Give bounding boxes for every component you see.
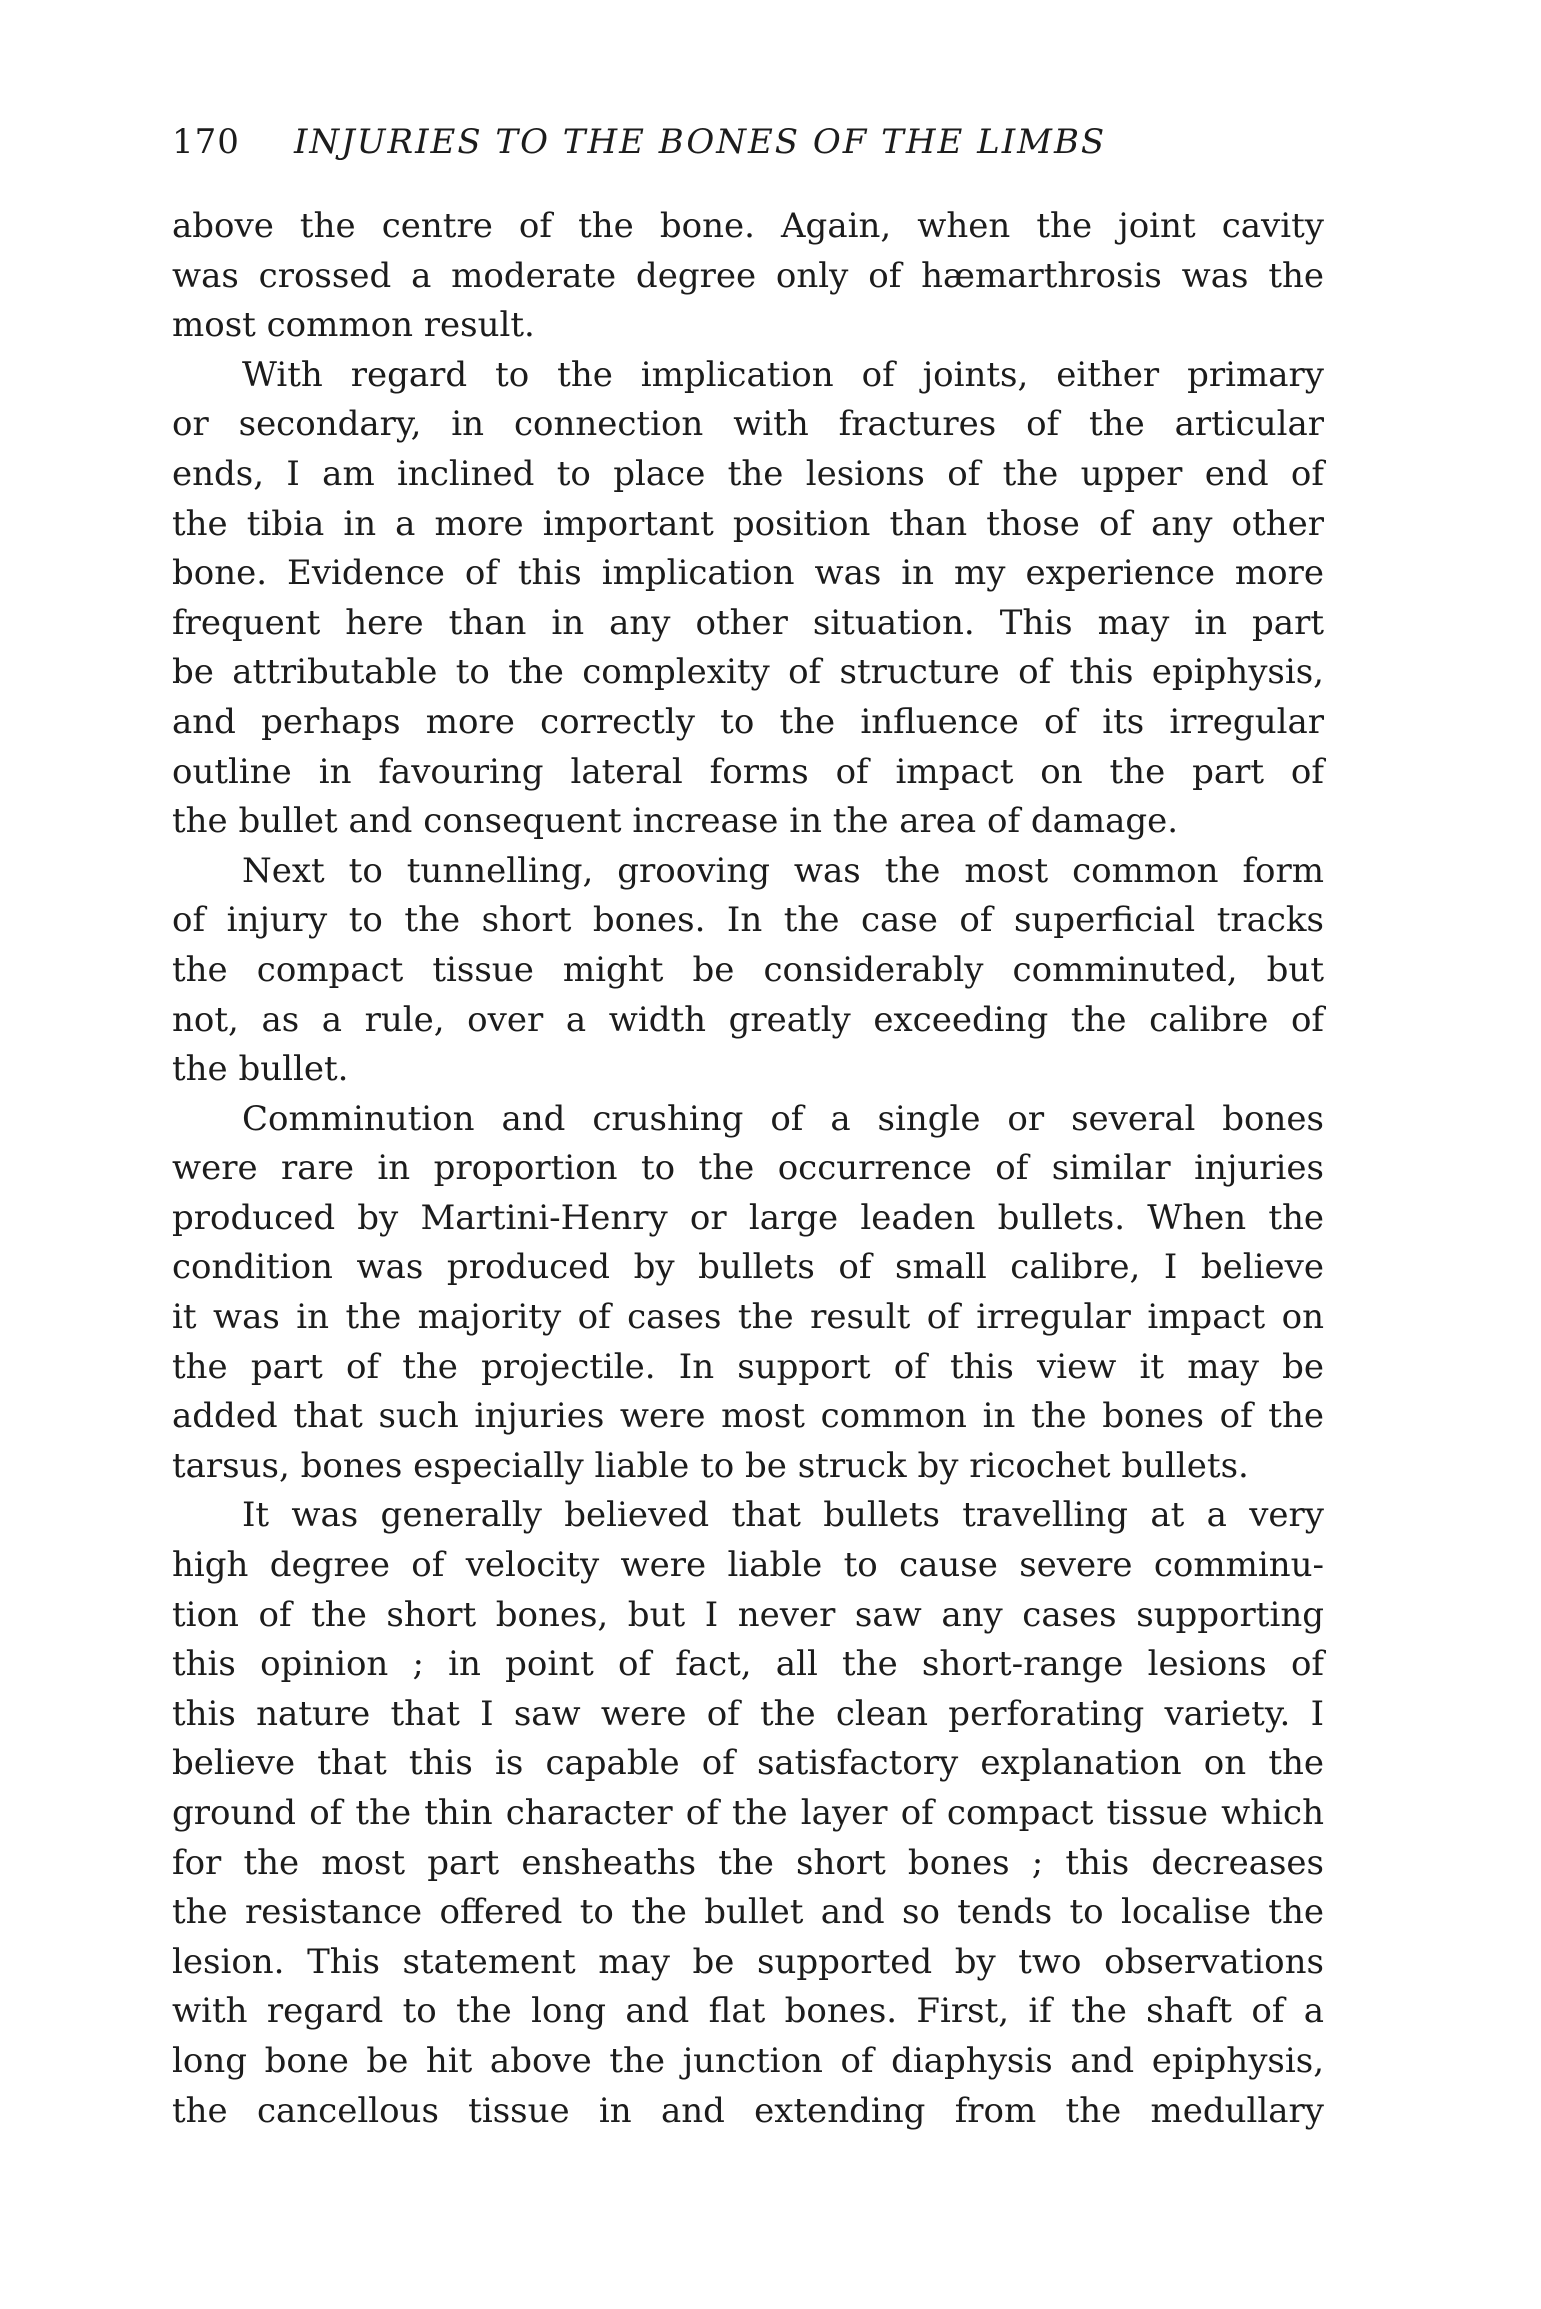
text-line: Comminution and crushing of a single or several bones (242, 1098, 1324, 1139)
text-line: added that such injuries were most common in the bones of the (172, 1396, 1324, 1437)
text-line: It was generally believed that bullets travelling at a very (242, 1495, 1324, 1536)
text-line: produced by Martini-Henry or large leaden bullets. When the (172, 1197, 1324, 1238)
text-line: bone. Evidence of this implication was in my experience more (172, 553, 1324, 594)
paragraph-velocity (172, 1491, 1324, 2136)
text-line: lesion. This statement may be supported by two observations (172, 1941, 1324, 1982)
text-line: this opinion ; in point of fact, all the short-range lesions of (172, 1644, 1324, 1685)
text-line: believe that this is capable of satisfactory explanation on the (172, 1743, 1324, 1784)
text-line: ends, I am inclined to place the lesions of the upper end of (172, 453, 1324, 494)
text-line: the bullet. (172, 1049, 349, 1090)
text-line: of injury to the short bones. In the case of superficial tracks (172, 900, 1324, 941)
text-line: were rare in proportion to the occurrence of similar injuries (172, 1148, 1324, 1189)
text-line: Next to tunnelling, grooving was the most common form (242, 850, 1324, 891)
text-line: was crossed a moderate degree only of hæmarthrosis was the (172, 255, 1324, 296)
text-line: this nature that I saw were of the clean perforating variety. I (172, 1693, 1324, 1734)
book-page (172, 118, 1324, 2136)
text-line: not, as a rule, over a width greatly exceeding the calibre of (172, 999, 1324, 1040)
text-line: frequent here than in any other situation. This may in part (172, 602, 1324, 643)
text-line: the cancellous tissue in and extending from the medullary (172, 2090, 1324, 2131)
text-line: With regard to the implication of joints, either primary (242, 354, 1324, 395)
text-line: the bullet and consequent increase in the area of damage. (172, 801, 1179, 842)
text-line: for the most part ensheaths the short bones ; this decreases (172, 1842, 1324, 1883)
text-line: or secondary, in connection with fractures of the articular (172, 404, 1324, 445)
running-title: INJURIES TO THE BONES OF THE LIMBS (294, 122, 1107, 162)
text-line: condition was produced by bullets of small calibre, I believe (172, 1247, 1324, 1288)
paragraph-continued (172, 202, 1324, 351)
text-line: above the centre of the bone. Again, when the joint cavity (172, 206, 1324, 246)
paragraph-comminution (172, 1095, 1324, 1492)
text-line: the tibia in a more important position than those of any other (172, 503, 1324, 544)
text-line: it was in the majority of cases the result of irregular impact on (172, 1297, 1324, 1338)
text-line: be attributable to the complexity of structure of this epiphysis, (172, 652, 1324, 693)
text-line: tion of the short bones, but I never saw any cases supporting (172, 1594, 1324, 1635)
running-head (172, 118, 1324, 168)
text-line: outline in favouring lateral forms of impact on the part of (172, 751, 1324, 792)
text-line: the compact tissue might be considerably comminuted, but (172, 949, 1324, 990)
text-line: long bone be hit above the junction of diaphysis and epiphysis, (172, 2040, 1324, 2081)
text-line: ground of the thin character of the layer of compact tissue which (172, 1793, 1324, 1833)
text-line: most common result. (172, 305, 535, 346)
paragraph-joint-implication (172, 351, 1324, 847)
text-line: with regard to the long and flat bones. First, if the shaft of a (172, 1991, 1324, 2032)
text-line: the part of the projectile. In support of this view it may be (172, 1346, 1324, 1387)
text-line: high degree of velocity were liable to cause severe comminu- (172, 1545, 1324, 1586)
text-line: and perhaps more correctly to the influence of its irregular (172, 701, 1324, 742)
page-number: 170 (172, 122, 240, 162)
paragraph-grooving (172, 847, 1324, 1095)
text-line: the resistance offered to the bullet and so tends to localise the (172, 1892, 1324, 1933)
text-line: tarsus, bones especially liable to be struck by ricochet bullets. (172, 1445, 1249, 1486)
